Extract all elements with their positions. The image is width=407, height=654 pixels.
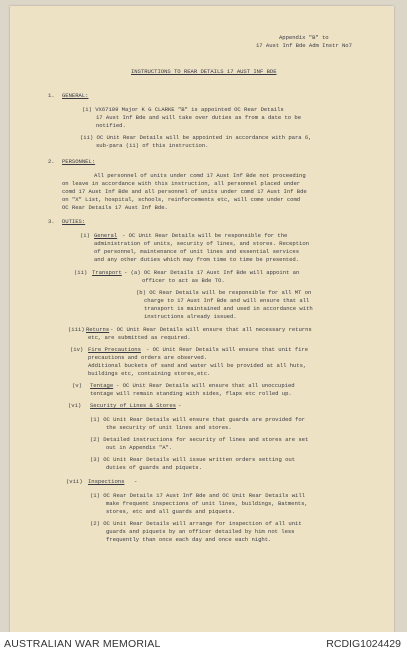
duty-iii-line-2: etc, are submitted as required. — [88, 334, 191, 341]
duty-i-line-1: - OC Unit Rear Details will be responsible for the — [122, 232, 288, 239]
duty-vii-title: Inspections — [88, 478, 125, 485]
duty-vii-1-line-1: (1) OC Rear Details 17 Aust Inf Bde and OC Unit Rear Details will — [90, 492, 305, 499]
duty-vi-2-line-1: (2) Detailed instructions for security of lines and stores are set — [90, 436, 309, 443]
duty-i-line-4: and any other duties which may from time to time be presented. — [94, 256, 300, 263]
duty-vi-3-line-1: (3) OC Unit Rear Details will issue written orders setting out — [90, 456, 296, 463]
duty-vi-3-line-2: duties of guards and piquets. — [106, 464, 202, 471]
duty-i-line-3: of personnel, maintenance of unit lines and essential services — [94, 248, 300, 255]
duty-vi-title: Security of Lines & Stores — [90, 402, 176, 409]
personnel-line-3: comd 17 Aust Inf Bde and all personnel of units under comd 17 Aust Inf Bde — [62, 188, 307, 195]
section-2-number: 2. — [48, 158, 55, 165]
duty-iv-label: (iv) — [70, 346, 84, 353]
duty-v-title: Tentage — [90, 382, 114, 389]
duty-iia-line-2: officer to act as Bde TO. — [142, 277, 225, 284]
duty-vii-1-line-2: make frequent inspections of unit lines, buildings, Batments, — [106, 500, 308, 507]
duty-v-line-1: - OC Unit Rear Details will ensure that all unoccupied — [116, 382, 295, 389]
duty-vii-2-line-1: (2) OC Unit Rear Details will arrange for inspection of all unit — [90, 520, 302, 527]
personnel-line-1: All personnel of units under comd 17 Aust Inf Bde not proceeding — [94, 172, 306, 179]
duty-iia-line-1: - (a) OC Rear Details 17 Aust Inf Bde will appoint an — [124, 269, 300, 276]
footer-record-id: RCDIG1024429 — [326, 638, 401, 650]
personnel-line-2: on leave in accordance with this instruction, all personnel placed under — [62, 180, 301, 187]
document-title: INSTRUCTIONS TO REAR DETAILS 17 AUST INF BDE — [131, 68, 277, 75]
duty-vi-1-line-2: the security of unit lines and stores. — [106, 424, 232, 431]
duty-ii-title: Transport — [92, 269, 122, 276]
duty-vii-2-line-2: guards and piquets by an officer detailed by him not less — [106, 528, 295, 535]
document-page — [10, 6, 394, 632]
duty-vii-dash: - — [134, 478, 138, 485]
duty-iib-line-3: transport is maintained and used in accordance with — [144, 305, 313, 312]
general-ii-line-2: sub-para (ii) of this instruction. — [96, 142, 209, 149]
duty-vii-2-line-3: frequently than once each day and once each night. — [106, 536, 272, 543]
duty-vii-label: (vii) — [66, 478, 83, 485]
duty-vi-1-line-1: (1) OC Unit Rear Details will ensure that guards are provided for — [90, 416, 305, 423]
appendix-line-2: 17 Aust Inf Bde Adm Instr No7 — [256, 42, 352, 49]
duty-i-line-2: administration of units, security of lines, and stores. Reception — [94, 240, 309, 247]
duty-ii-label: (ii) — [74, 269, 88, 276]
section-3-heading: DUTIES: — [62, 218, 86, 225]
duty-iv-line-1: - OC Unit Rear Details will ensure that unit fire — [146, 346, 309, 353]
duty-iib-line-2: charge to 17 Aust Inf Bde and will ensure that all — [144, 297, 310, 304]
section-1-number: 1. — [48, 92, 55, 99]
duty-vi-label: (vi) — [68, 402, 82, 409]
personnel-line-5: OC Rear Details 17 Aust Inf Bde. — [62, 204, 168, 211]
duty-iii-label: (iii) — [68, 326, 85, 333]
section-1-heading: GENERAL: — [62, 92, 89, 99]
duty-iib-line-4: instructions already issued. — [144, 313, 237, 320]
duty-vi-2-line-2: out in Appendix "A". — [106, 444, 173, 451]
duty-iv-title: Fire Precautions — [88, 346, 141, 353]
duty-v-line-2: tentage will remain standing with sides, flaps etc rolled up. — [90, 390, 292, 397]
general-i-line-2: 17 Aust Inf Bde and will take over duties as from a date to be — [96, 114, 302, 121]
duty-i-title: General — [94, 232, 118, 239]
general-ii-line-1: (ii) OC Unit Rear Details will be appointed in accordance with para 6, — [80, 134, 312, 141]
duty-iv-line-4: buildings etc, containing stores,etc. — [88, 370, 211, 377]
duty-iib-line-1: (b) OC Rear Details will be responsible for all MT on — [136, 289, 312, 296]
duty-v-label: (v) — [72, 382, 82, 389]
appendix-line-1: Appendix "B" to — [279, 34, 329, 41]
archive-footer — [0, 632, 407, 654]
duty-iii-title: Returns — [86, 326, 110, 333]
duty-iii-line-1: - OC Unit Rear Details will ensure that all necessary returns — [110, 326, 312, 333]
personnel-line-4: on "X" List, hospital, schools, reinforcements etc, will come under comd — [62, 196, 301, 203]
duty-vii-1-line-3: stores, etc and all guards and piquets. — [106, 508, 235, 515]
duty-i-label: (i) — [80, 232, 90, 239]
duty-vi-dash: - — [178, 402, 182, 409]
duty-iv-line-2: precautions and orders are observed. — [88, 354, 208, 361]
general-i-line-3: notified. — [96, 122, 126, 129]
footer-archive-name: AUSTRALIAN WAR MEMORIAL — [4, 638, 161, 650]
general-i-line-1: (i) VX67109 Major K G CLARKE "B" is appointed OC Rear Details — [82, 106, 284, 113]
duty-iv-line-3: Additional buckets of sand and water will be provided at all huts, — [88, 362, 307, 369]
section-2-heading: PERSONNEL: — [62, 158, 96, 165]
section-3-number: 3. — [48, 218, 55, 225]
